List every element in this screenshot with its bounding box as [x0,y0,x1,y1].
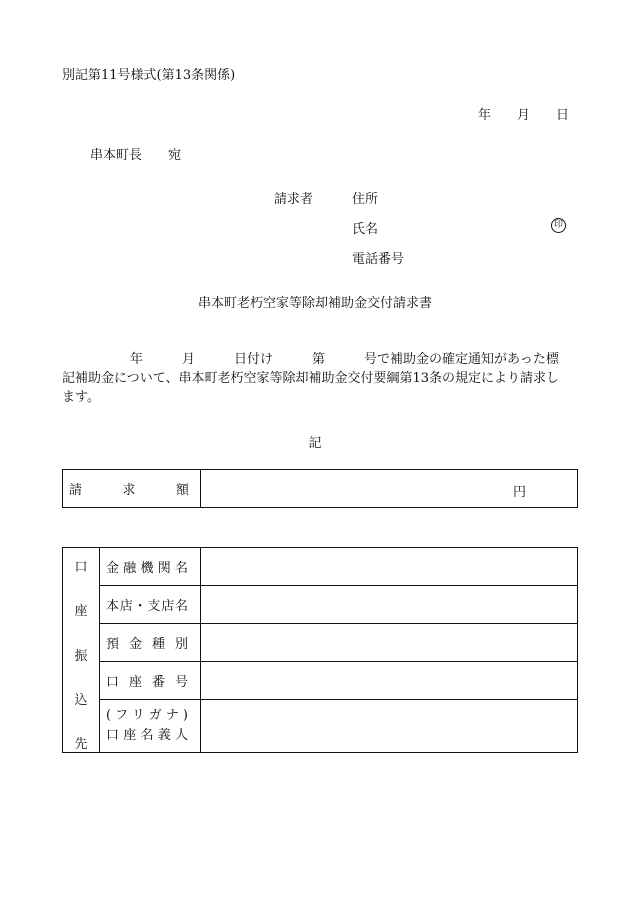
address-label: 住所 [352,192,379,207]
side-char: 込 [74,692,88,708]
account-number-label-cell [100,662,201,700]
requester-label: 請求者 [274,192,314,207]
deposit-type-label: 預金種別 [106,637,188,652]
holder-value[interactable] [201,700,578,753]
seal-mark: 印 [551,218,566,233]
branch-label-cell [100,586,201,624]
account-number-value[interactable] [201,662,578,700]
side-char: 振 [74,648,88,664]
phone-label: 電話番号 [352,252,405,267]
date-line [478,104,569,123]
deposit-type-value[interactable] [201,624,578,662]
furigana-label: (フリガナ) [106,708,188,723]
account-table [62,547,578,753]
date-year: 年 [478,108,492,123]
bank-name-row [63,548,578,586]
amount-row [63,470,578,508]
deposit-type-label-cell [100,624,201,662]
amount-value-cell[interactable] [201,470,578,508]
date-month: 月 [517,108,531,123]
document-title: 串本町老朽空家等除却補助金交付請求書 [197,296,432,311]
addressee: 串本町長 宛 [90,148,182,163]
side-char: 先 [74,737,88,752]
body-line-1: 年 月 日付け 第 号で補助金の確定通知があった標 [130,352,559,367]
body-line-3: ます。 [62,390,100,405]
amount-label-cell [63,470,201,508]
holder-row [63,700,578,753]
body-paragraph [62,350,578,407]
ki-heading: 記 [308,436,322,451]
date-day: 日 [556,108,570,123]
amount-label: 請求額 [69,483,189,498]
account-side-label [63,548,100,753]
side-char: 座 [74,604,88,620]
account-number-label: 口座番号 [106,675,188,690]
account-number-row [63,662,578,700]
branch-row [63,586,578,624]
holder-label-cell [100,700,201,753]
bank-name-label-cell [100,548,201,586]
side-char: 口 [74,560,88,575]
holder-name-label: 口座名義人 [106,728,188,743]
yen-unit: 円 [513,485,527,500]
amount-table [62,469,578,508]
form-number: 別記第11号様式(第13条関係) [62,68,236,83]
body-line-2: 記補助金について、串本町老朽空家等除却補助金交付要綱第13条の規定により請求し [62,371,560,386]
bank-name-value[interactable] [201,548,578,586]
branch-label: 本店・支店名 [106,599,188,614]
name-label: 氏名 [352,222,379,237]
bank-name-label: 金融機関名 [106,561,188,576]
branch-value[interactable] [201,586,578,624]
deposit-type-row [63,624,578,662]
